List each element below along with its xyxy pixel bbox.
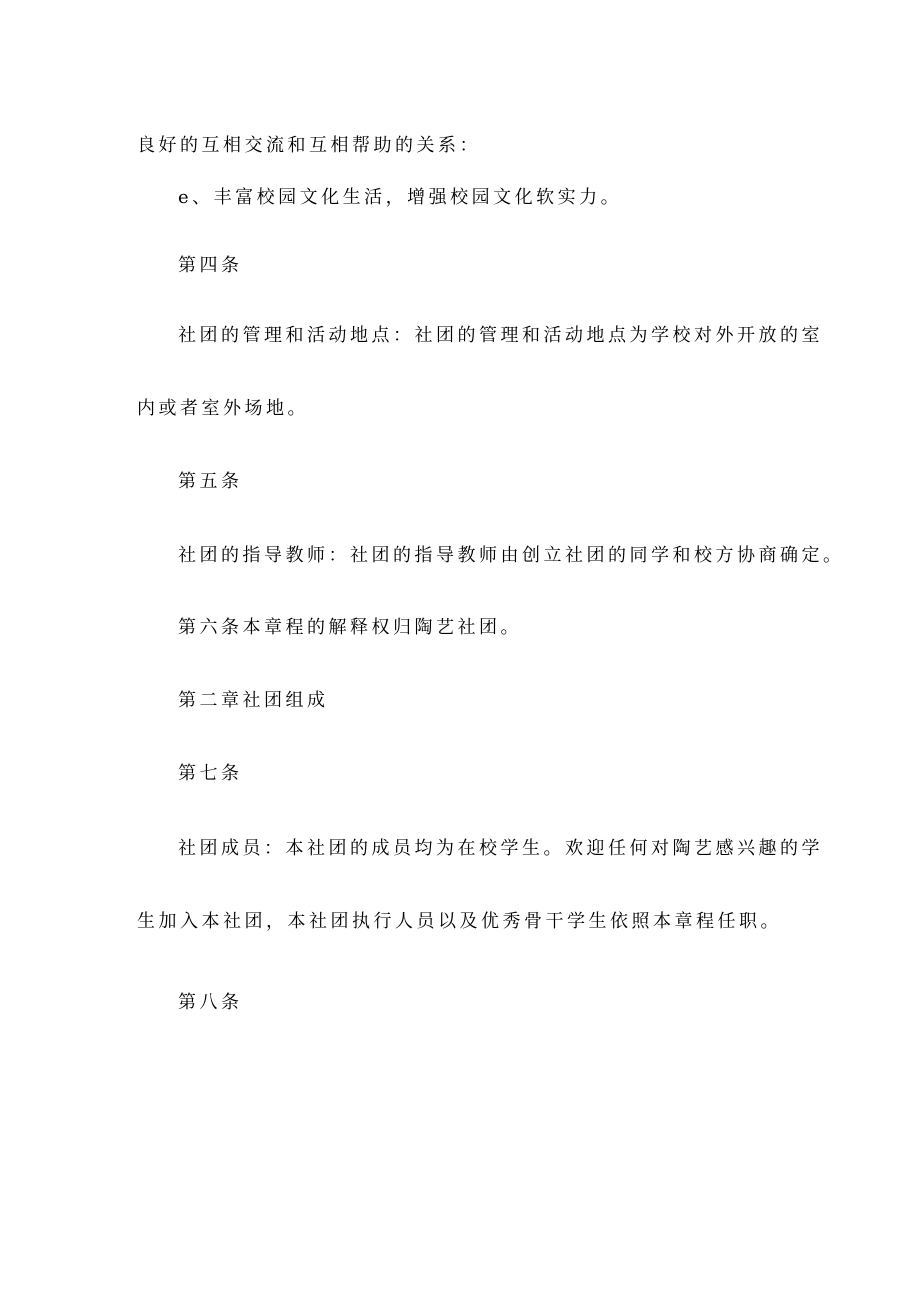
paragraph-line: 社团成员：本社团的成员均为在校学生。欢迎任何对陶艺感兴趣的学 xyxy=(178,838,823,859)
article-heading-7: 第七条 xyxy=(178,763,243,784)
chapter-heading-2: 第二章社团组成 xyxy=(178,690,329,711)
paragraph-line-continuation: 生加入本社团，本社团执行人员以及优秀骨干学生依照本章程任职。 xyxy=(137,911,782,932)
paragraph-line: 第六条本章程的解释权归陶艺社团。 xyxy=(178,617,522,638)
article-heading-8: 第八条 xyxy=(178,992,243,1013)
article-heading-4: 第四条 xyxy=(178,255,243,276)
paragraph-line-continuation: 良好的互相交流和互相帮助的关系： xyxy=(137,135,481,156)
paragraph-line: 社团的管理和活动地点：社团的管理和活动地点为学校对外开放的室 xyxy=(178,325,823,346)
article-heading-5: 第五条 xyxy=(178,471,243,492)
paragraph-line: 社团的指导教师：社团的指导教师由创立社团的同学和校方协商确定。 xyxy=(178,545,845,566)
list-item-e: e、丰富校园文化生活，增强校园文化软实力。 xyxy=(178,187,623,208)
paragraph-line-continuation: 内或者室外场地。 xyxy=(137,398,309,419)
